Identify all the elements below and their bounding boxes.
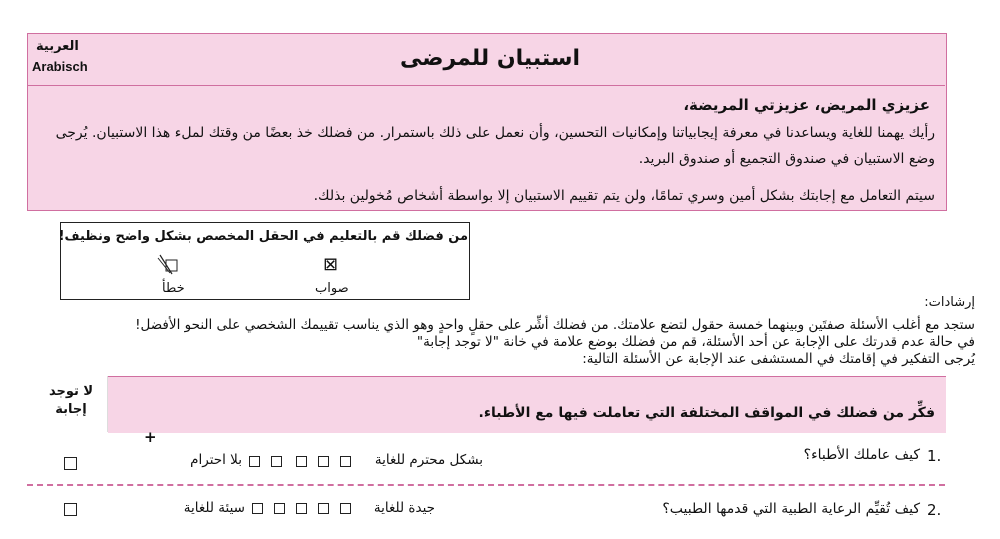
scale-plus-marker: +: [144, 428, 157, 446]
row-separator: [27, 484, 945, 486]
question-number: 1.: [927, 447, 942, 465]
greeting: عزيزي المريض، عزيزتي المريضة،: [683, 96, 930, 114]
guidance-line: ستجد مع أغلب الأسئلة صفتَين وبينهما خمسة حقول لتضع علامتك. من فضلك أشِّر على حقلٍ واحدٍ وهو الذي يناسب تقييمك الشخصي على النحو الأفضل!: [135, 317, 975, 333]
section-prompt: فكِّر من فضلك في المواقف المختلفة التي تعاملت فيها مع الأطباء.: [478, 405, 935, 421]
question-text: كيف تُقيِّم الرعاية الطبية التي قدمها الطبيب؟: [662, 501, 920, 517]
rating-box-3[interactable]: [296, 503, 307, 514]
rating-box-3[interactable]: [296, 456, 307, 467]
guidance-line: يُرجى التفكير في إقامتك في المستشفى عند الإجابة عن الأسئلة التالية:: [582, 351, 975, 367]
question-text: كيف عاملك الأطباء؟: [803, 447, 920, 463]
no-answer-label: [36, 383, 106, 419]
marking-instructions-text: من فضلك قم بالتعليم في الحقل المخصص بشكل واضح ونظيف!: [58, 229, 468, 244]
rating-box-1[interactable]: [340, 503, 351, 514]
scale-positive-label: بشكل محترم للغاية: [374, 452, 483, 468]
rating-box-5[interactable]: [252, 503, 263, 514]
wrong-mark-example-icon: [156, 252, 182, 276]
rating-box-1[interactable]: [340, 456, 351, 467]
rating-box-4[interactable]: [274, 503, 285, 514]
language-label-arabic: العربية: [36, 39, 79, 54]
no-answer-checkbox[interactable]: [64, 503, 77, 516]
correct-label: صواب: [315, 281, 349, 296]
page-title: استبيان للمرضى: [399, 46, 580, 71]
question-number: 2.: [927, 501, 942, 519]
no-answer-label-line: لا توجد: [48, 384, 94, 399]
scale-positive-label: جيدة للغاية: [373, 500, 435, 516]
rating-box-2[interactable]: [318, 456, 329, 467]
scale-negative-label: سيئة للغاية: [183, 500, 245, 516]
no-answer-label-line: إجابة: [55, 402, 87, 417]
rating-box-2[interactable]: [318, 503, 329, 514]
no-answer-checkbox[interactable]: [64, 457, 77, 470]
privacy-note: سيتم التعامل مع إجابتك بشكل أمين وسري تمامًا، ولن يتم تقييم الاستبيان إلا بواسطة أشخاص مُخولين بذلك.: [313, 188, 935, 204]
wrong-label: خطأ: [162, 281, 185, 296]
guidance-heading: إرشادات:: [924, 295, 975, 310]
rating-box-4[interactable]: [271, 456, 282, 467]
correct-mark-example-icon: ⊠: [323, 254, 339, 275]
guidance-line: في حالة عدم قدرتك على الإجابة عن أحد الأسئلة، قم من فضلك بوضع علامة في خانة "لا توجد إجابة": [416, 334, 975, 350]
language-label-german: Arabisch: [32, 59, 88, 74]
intro-paragraph: رأيك يهمنا للغاية ويساعدنا في معرفة إيجابياتنا وإمكانيات التحسين، وأن نعمل على ذلك باستمرار. من فضلك خذ بعضًا من وقتك لملء هذا الاستبيان. يُرجى وضع الاستبيان في صندوق التجميع أو صندوق البريد.: [55, 125, 935, 167]
scale-negative-label: بلا احترام: [190, 452, 242, 468]
rating-box-5[interactable]: [249, 456, 260, 467]
